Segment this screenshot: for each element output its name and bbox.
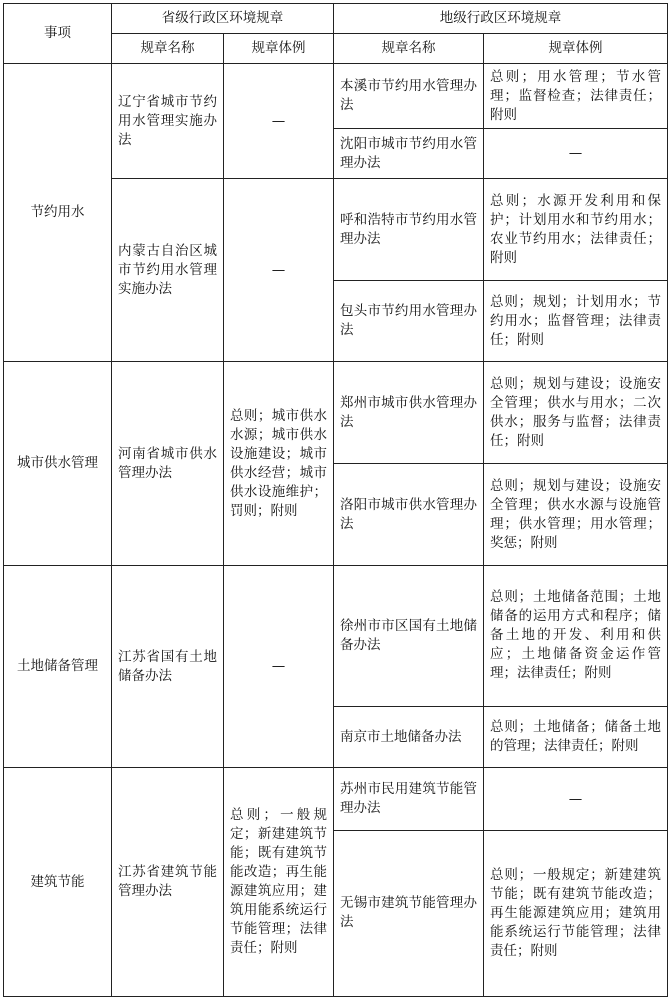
table-row <box>4 768 668 830</box>
municipal-structure-cell: 总则；土地储备范围；土地储备的运用方式和程序；储备土地的开发、利用和供应；土地储备资金运作管理；法律责任；附则 <box>484 565 668 706</box>
municipal-name-cell: 本溪市节约用水管理办法 <box>334 64 484 128</box>
provincial-structure-cell: — <box>224 179 334 362</box>
municipal-structure-cell: — <box>484 128 668 178</box>
category-cell: 建筑节能 <box>4 768 112 997</box>
municipal-name-cell: 洛阳市城市供水管理办法 <box>334 464 484 566</box>
header-provincial-name: 规章名称 <box>112 34 224 64</box>
table-row <box>4 565 668 706</box>
municipal-structure-cell: 总则；规划与建设；设施安全管理；供水水源与设施管理；供水管理；用水管理；奖惩；附则 <box>484 464 668 566</box>
municipal-name-cell: 无锡市建筑节能管理办法 <box>334 830 484 996</box>
municipal-structure-cell: 总则；一般规定；新建建筑节能；既有建筑节能改造；再生能源建筑应用；建筑用能系统运行节能管理；法律责任；附则 <box>484 830 668 996</box>
header-item: 事项 <box>4 4 112 64</box>
header-provincial: 省级行政区环境规章 <box>112 4 334 34</box>
municipal-structure-cell: 总则；规划；计划用水；节约用水；监督管理；法律责任；附则 <box>484 280 668 362</box>
provincial-structure-cell: 总则；一般规定；新建建筑节能；既有建筑节能改造；再生能源建筑应用；建筑用能系统运行节能管理；法律责任；附则 <box>224 768 334 997</box>
municipal-name-cell: 南京市土地储备办法 <box>334 706 484 767</box>
provincial-name-cell: 江苏省建筑节能管理办法 <box>112 768 224 997</box>
municipal-name-cell: 徐州市市区国有土地储备办法 <box>334 565 484 706</box>
municipal-structure-cell: 总则；规划与建设；设施安全管理；供水与用水；二次供水；服务与监督；法律责任；附则 <box>484 362 668 464</box>
header-municipal: 地级行政区环境规章 <box>334 4 668 34</box>
municipal-structure-cell: 总则；土地储备；储备土地的管理；法律责任；附则 <box>484 706 668 767</box>
municipal-name-cell: 包头市节约用水管理办法 <box>334 280 484 362</box>
provincial-structure-cell: — <box>224 565 334 767</box>
header-municipal-structure: 规章体例 <box>484 34 668 64</box>
header-row-1 <box>4 4 668 34</box>
provincial-name-cell: 内蒙古自治区城市节约用水管理实施办法 <box>112 179 224 362</box>
provincial-name-cell: 辽宁省城市节约用水管理实施办法 <box>112 64 224 179</box>
table-row <box>4 64 668 128</box>
municipal-name-cell: 沈阳市城市节约用水管理办法 <box>334 128 484 178</box>
municipal-name-cell: 郑州市城市供水管理办法 <box>334 362 484 464</box>
category-cell: 节约用水 <box>4 64 112 362</box>
municipal-structure-cell: 总则；水源开发利用和保护；计划用水和节约用水；农业节约用水；法律责任；附则 <box>484 179 668 281</box>
category-cell: 土地储备管理 <box>4 565 112 767</box>
provincial-structure-cell: 总则；城市供水水源；城市供水设施建设；城市供水经营；城市供水设施维护；罚则；附则 <box>224 362 334 565</box>
municipal-structure-cell: 总则；用水管理；节水管理；监督检查；法律责任；附则 <box>484 64 668 128</box>
table-row <box>4 362 668 464</box>
municipal-structure-cell: — <box>484 768 668 830</box>
provincial-name-cell: 江苏省国有土地储备办法 <box>112 565 224 767</box>
provincial-structure-cell: — <box>224 64 334 179</box>
provincial-name-cell: 河南省城市供水管理办法 <box>112 362 224 565</box>
header-provincial-structure: 规章体例 <box>224 34 334 64</box>
municipal-name-cell: 呼和浩特市节约用水管理办法 <box>334 179 484 281</box>
table-body <box>4 4 668 997</box>
header-municipal-name: 规章名称 <box>334 34 484 64</box>
municipal-name-cell: 苏州市民用建筑节能管理办法 <box>334 768 484 830</box>
category-cell: 城市供水管理 <box>4 362 112 565</box>
regulations-table <box>3 3 668 997</box>
